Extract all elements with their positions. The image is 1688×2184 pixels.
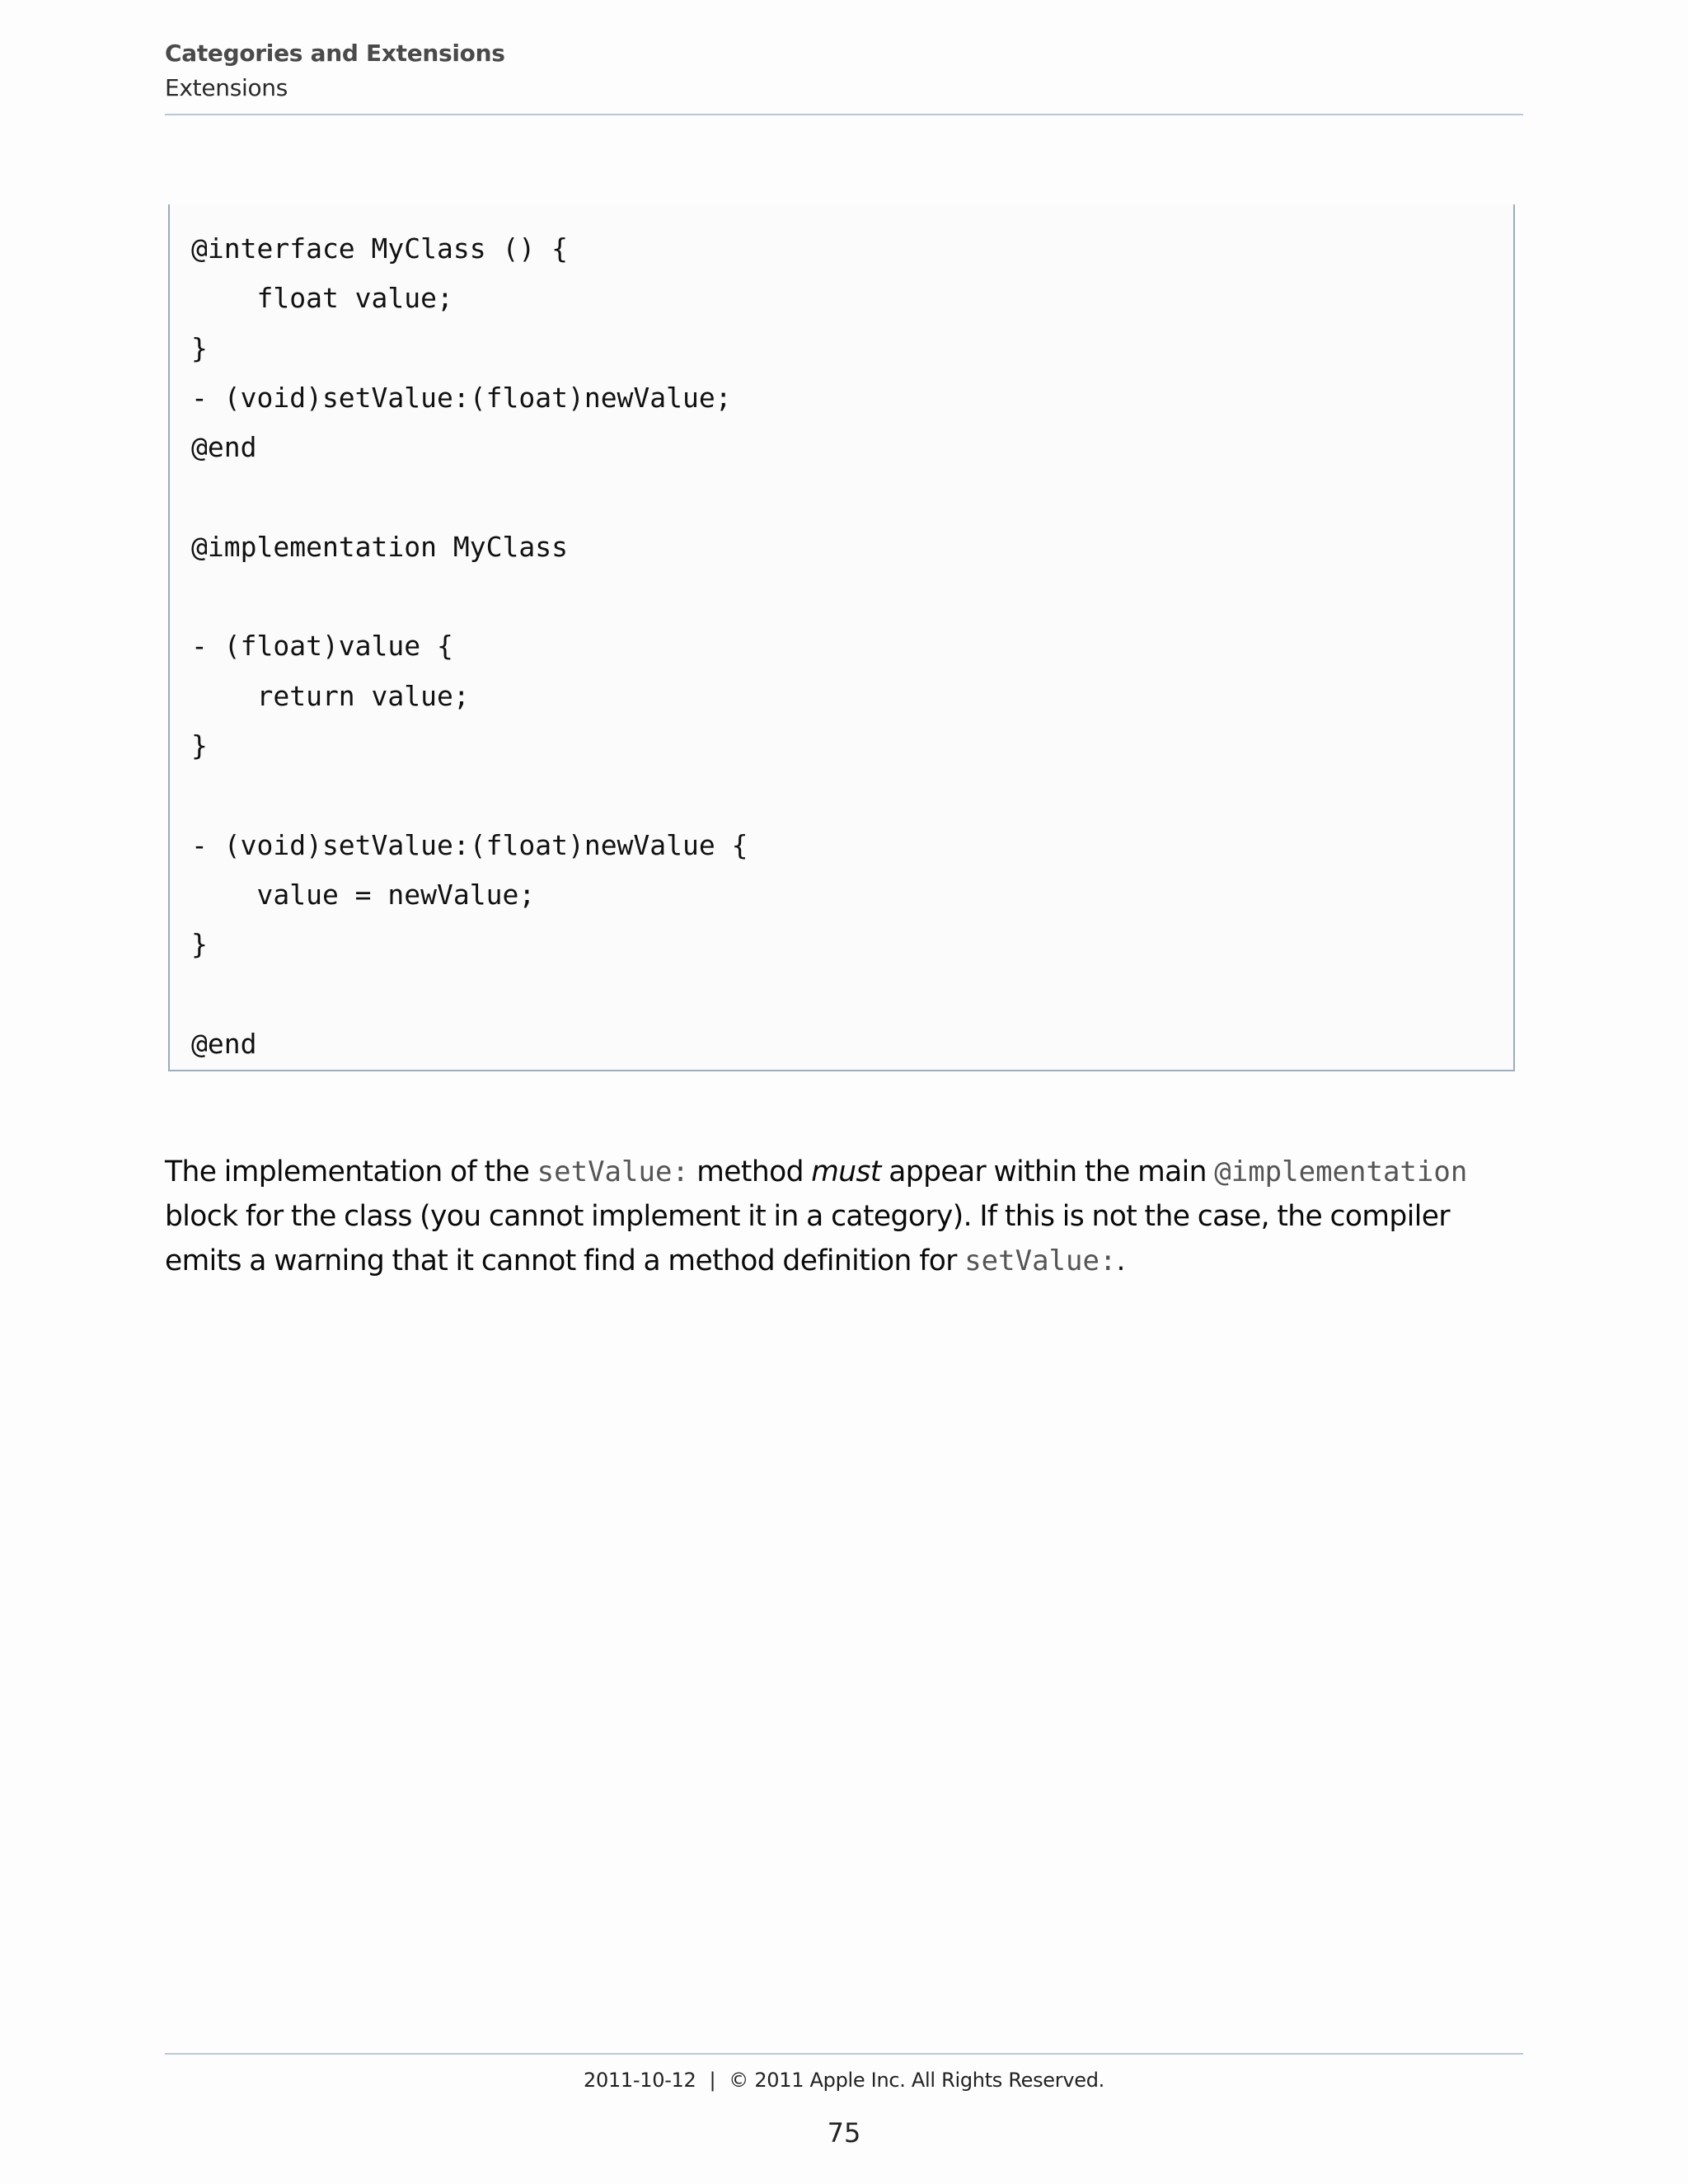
code-line: - (float)value { xyxy=(191,630,453,663)
header-divider xyxy=(165,114,1523,115)
page-number: 75 xyxy=(827,2117,861,2149)
code-line: @end xyxy=(191,431,257,464)
footer-date: 2011-10-12 xyxy=(584,2069,696,2092)
paragraph-text: The implementation of the xyxy=(165,1155,537,1188)
inline-code-implementation: @implementation xyxy=(1214,1155,1468,1188)
inline-code-setvalue: setValue: xyxy=(964,1244,1117,1277)
chapter-title: Categories and Extensions xyxy=(165,40,505,67)
code-line: } xyxy=(191,928,208,961)
code-line: - (void)setValue:(float)newValue; xyxy=(191,381,732,414)
paragraph-text: appear within the main xyxy=(880,1155,1215,1188)
code-line xyxy=(170,472,1513,522)
code-line: @interface MyClass () { xyxy=(191,232,568,265)
inline-code-setvalue: setValue: xyxy=(537,1155,689,1188)
code-line: return value; xyxy=(191,679,470,712)
paragraph-text: method xyxy=(688,1155,812,1188)
footer-separator: | xyxy=(709,2069,716,2092)
paragraph-text: block for the class (you cannot implement it in a category). If this is not the case, the compiler emits a warning that it cannot find a method definition for xyxy=(165,1199,1450,1277)
paragraph-text: . xyxy=(1116,1244,1125,1277)
code-line: @end xyxy=(191,1027,257,1060)
emphasis-must: must xyxy=(811,1155,881,1188)
code-line: value = newValue; xyxy=(191,878,536,911)
footer-divider xyxy=(165,2053,1523,2055)
body-paragraph xyxy=(165,1150,1523,1283)
code-line xyxy=(170,969,1513,1019)
code-line: float value; xyxy=(191,282,453,315)
code-line xyxy=(170,572,1513,621)
section-title: Extensions xyxy=(165,74,288,101)
code-line xyxy=(170,771,1513,820)
code-line: @implementation MyClass xyxy=(191,530,568,563)
page-header xyxy=(165,36,1523,105)
page-footer xyxy=(0,2064,1688,2097)
code-line: } xyxy=(191,331,208,364)
code-line: } xyxy=(191,729,208,762)
footer-copyright: © 2011 Apple Inc. All Rights Reserved. xyxy=(729,2069,1104,2092)
code-line: - (void)setValue:(float)newValue { xyxy=(191,828,748,861)
code-listing xyxy=(168,204,1515,1071)
